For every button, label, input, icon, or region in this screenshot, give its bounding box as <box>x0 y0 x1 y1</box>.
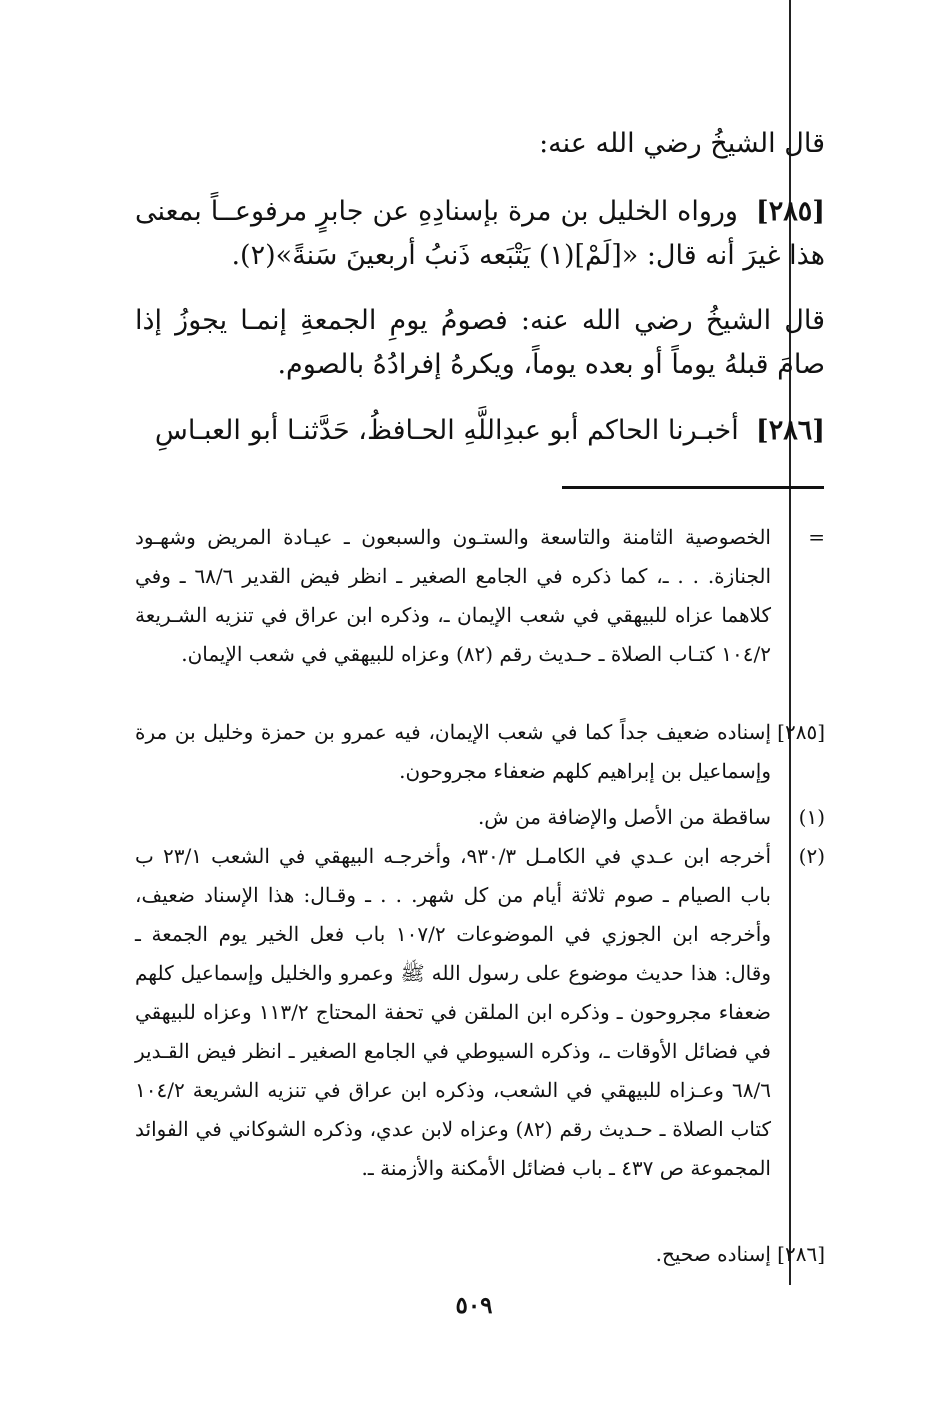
footnote-mark: (١) <box>798 805 825 829</box>
paragraph-text: قال الشيخُ رضي الله عنه: <box>539 128 825 159</box>
footnote-mark: [٢٨٦] <box>777 1242 825 1266</box>
footnote-text: أخرجه ابن عـدي في الكامـل ٩٣٠/٣، وأخرجـه البيهقي في الشعب ٢٣/١ ب باب الصيام ـ صوم ثلاثة أيام من كل شهر. . . ـ وقـال: هذا الإسناد ضعيف، وأخرجه ابن الجوزي في الموضوعات ١٠٧/٢ باب فعل الخير يوم الجمعة ـ وقال: هذا حديث موضوع على رسول الله ﷺ وعمرو والخليل وإسماعيل كلهم ضعفاء مجروحون ـ وذكره ابن الملقن في تحفة المحتاج ١١٣/٢ وعزاه للبيهقي في فضائل الأوقات ـ، وذكره السيوطي في الجامع الصغير ـ انظر فيض القـدير ٦٨/٦ وعـزاه للبيهقي في الشعب، وذكره ابن عراق في تنزيه الشريعة ١٠٤/٢ كتاب الصلاة ـ حـديث رقم (٨٢) وعزاه لابن عدي، وذكره الشوكاني في الفوائد المجموعة ص ٤٣٧ ـ باب فضائل الأمكنة والأزمنة ـ. <box>135 844 772 1180</box>
footnote-mark: [٢٨٥] <box>777 720 825 744</box>
hadith-number: [٢٨٥] <box>755 196 825 227</box>
paragraph-text: قال الشيخُ رضي الله عنه: فصومُ يومِ الجمعةِ إنمـا يجوزُ إذا صامَ قبلهُ يوماً أو بعده يوماً، ويكرهُ إفرادُهُ بالصوم. <box>135 305 825 380</box>
hadith-number: [٢٨٦] <box>755 415 825 446</box>
main-paragraph-2 <box>135 190 825 278</box>
footnote-mark: (٢) <box>798 844 825 868</box>
footnote-text: ساقطة من الأصل والإضافة من ش. <box>477 805 771 829</box>
footnote-285 <box>135 713 825 791</box>
footnote-mark: = <box>808 525 825 549</box>
footnote-text: إسناده صحيح. <box>655 1242 771 1266</box>
footnote-1 <box>135 798 825 837</box>
main-paragraph-3 <box>135 299 825 387</box>
paragraph-text: أخبـرنا الحاكم أبو عبدِاللَّهِ الحـافظُ، حَدَّثنـا أبو العبـاسِ <box>154 415 739 446</box>
footnote-continuation <box>135 518 825 674</box>
footnote-text: إسناده ضعيف جداً كما في شعب الإيمان، فيه عمرو بن حمزة وخليل بن مرة وإسماعيل بن إبراهيم كلهم ضعفاء مجروحون. <box>135 720 771 783</box>
footnote-separator <box>562 486 824 489</box>
main-paragraph-4 <box>135 409 825 453</box>
main-paragraph-1 <box>135 122 825 166</box>
footnote-text: الخصوصية الثامنة والتاسعة والستـون والسبعون ـ عيـادة المريض وشهـود الجنازة. . . ـ، كما ذكره في الجامع الصغير ـ انظر فيض القدير ٦٨/٦ ـ وفي كلاهما عزاه للبيهقي في شعب الإيمان ـ، وذكره ابن عراق في تنزيه الشـريعة ١٠٤/٢ كتـاب الصلاة ـ حـديث رقم (٨٢) وعزاه للبيهقي في شعب الإيمان. <box>135 525 771 666</box>
paragraph-text: ورواه الخليل بن مرة بإسنادِهِ عن جابرٍ مرفوعــاً بمعنى هذا غيرَ أنه قال: «[لَمْ](١) يَتْبَعه ذَنبُ أربعينَ سَنةً»(٢). <box>135 196 825 271</box>
footnote-286 <box>135 1235 825 1274</box>
footnote-2 <box>135 837 825 1188</box>
page-number: ٥٠٩ <box>455 1292 493 1319</box>
